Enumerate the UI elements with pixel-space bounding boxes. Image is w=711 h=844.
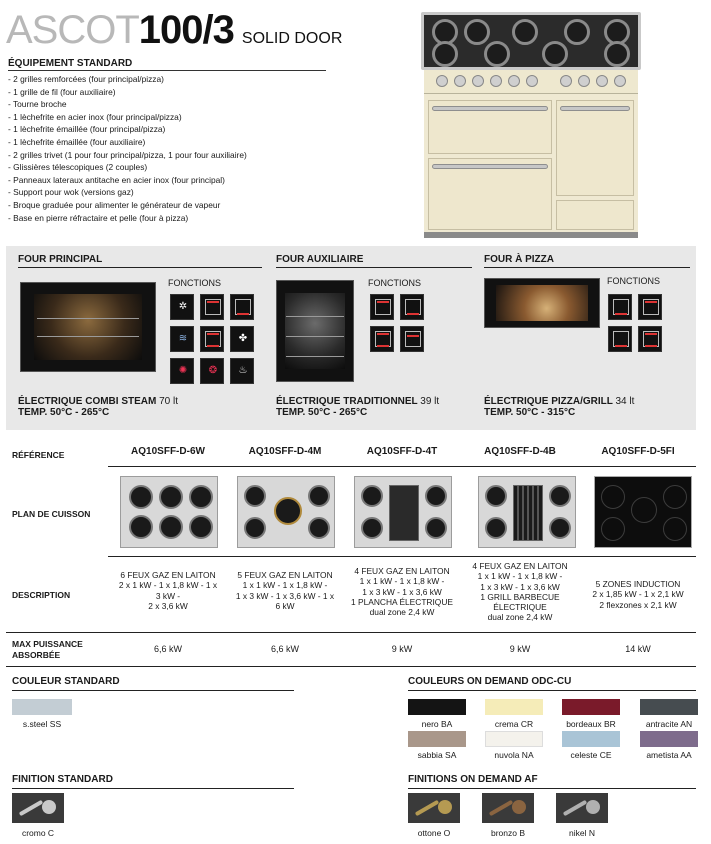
model-description: 4 FEUX GAZ EN LAITON 1 x 1 kW - 1 x 1,8 kW - 1 x 3 kW - 1 x 3,6 kW 1 PLANCHA ÉLECTRIQUE dual zone 2,4 kW [351,566,453,618]
row-label-hob: PLAN DE CUISSON [12,509,91,519]
model-reference: AQ10SFF-D-5FI [601,446,675,457]
finish-label: nikel N [569,828,595,838]
hob-image-grill [478,476,576,548]
range-cooker-image [421,12,641,238]
oven-type: ÉLECTRIQUE COMBI STEAM [18,396,157,407]
finish-swatch-nikel[interactable] [556,793,608,823]
function-steam-icon: ≋ [170,326,194,352]
color-label: nuvola NA [494,750,534,760]
cooktop-grates [421,12,641,70]
control-panel [424,70,638,94]
model-description: 5 ZONES INDUCTION 2 x 1,85 kW - 1 x 2,1 kW 2 flexzones x 2,1 kW [592,579,684,610]
brand-name: ASCOT [6,8,139,52]
functions-label: FONCTIONS [607,276,660,286]
oven-pizza [484,246,692,430]
hob-image-wok [237,476,335,548]
row-label-reference: RÉFÉRENCE [12,450,65,460]
table-divider [6,632,696,633]
model-reference: AQ10SFF-D-4M [248,446,322,457]
function-top-bottom-icon [638,326,662,352]
color-swatch-antracite[interactable] [640,699,698,715]
color-swatch-sabbia[interactable] [408,731,466,747]
color-swatch-celeste[interactable] [562,731,620,747]
hob-image-induction [594,476,692,548]
model-description: 5 FEUX GAZ EN LAITON 1 x 1 kW - 1 x 1,8 kW - 1 x 3 kW - 1 x 3,6 kW - 1 x 6 kW [235,570,335,611]
oven-spec [18,396,178,418]
oven-spec [484,396,634,418]
hob-image-plancha [354,476,452,548]
oven-main [18,246,266,430]
equipment-divider [8,70,326,71]
finish-label: cromo C [21,828,55,838]
color-label: ametista AA [646,750,692,760]
functions-label: FONCTIONS [368,278,421,288]
page-title [6,8,342,56]
equipment-item: - 2 grilles remforcées (four principal/pizza) [8,74,164,84]
function-grill-icon [400,326,424,352]
function-bottom-heat-icon [230,294,254,320]
functions-label: FONCTIONS [168,278,221,288]
oven-doors [424,94,638,234]
hob-image-6-burners [120,476,218,548]
color-swatch-nero[interactable] [408,699,466,715]
oven-auxiliary [276,246,476,430]
finish-label: bronzo B [490,828,526,838]
equipment-item: - 2 grilles trivet (1 pour four principal/pizza, 1 pour four auxiliaire) [8,149,247,160]
color-label: bordeaux BR [566,719,616,729]
ondemand-color-title: COULEURS ON DEMAND ODC-CU [408,676,572,687]
color-swatch-bordeaux[interactable] [562,699,620,715]
equipment-item: - 1 lèchefrite émaillée (four principal/pizza) [8,124,166,135]
row-label-description: DESCRIPTION [12,590,71,600]
model-power: 14 kW [625,644,651,654]
model-power: 9 kW [391,644,413,654]
oven-title: FOUR À PIZZA [484,254,554,265]
model-power: 6,6 kW [270,644,299,654]
table-divider [108,466,696,467]
oven-temp: TEMP. 50°C - 265°C [18,407,110,418]
equipment-item: - Tourne broche [8,99,67,110]
model-reference: AQ10SFF-D-6W [131,446,205,457]
row-label-power: MAX PUISSANCE ABSORBÉE [12,639,83,660]
oven-volume: 34 lt [615,396,635,407]
model-reference: AQ10SFF-D-4B [484,446,556,457]
finish-swatch-ottone[interactable] [408,793,460,823]
finish-swatch-bronzo[interactable] [482,793,534,823]
table-divider [108,556,696,557]
function-defrost-icon: ✤ [230,326,254,352]
equipment-item: - Panneaux lateraux antitache en acier inox (four principal) [8,174,225,185]
oven-temp: TEMP. 50°C - 315°C [484,407,576,418]
function-top-heat-icon [370,294,394,320]
model-description: 4 FEUX GAZ EN LAITON 1 x 1 kW - 1 x 1,8 kW - 1 x 3 kW - 1 x 3,6 kW 1 GRILL BARBECUE ÉLECTRIQUE dual zone 2,4 kW [472,561,568,623]
equipment-item: - 1 lèchefrite en acier inox (four principal/pizza) [8,111,182,122]
model-description: 6 FEUX GAZ EN LAITON 2 x 1 kW - 1 x 1,8 kW - 1 x 3 kW - 2 x 3,6 kW [118,570,218,611]
function-bottom-heat-icon [400,294,424,320]
oven-spec [276,396,439,418]
ovens-section [6,246,696,430]
color-swatch-crema[interactable] [485,699,543,715]
oven-photo [276,280,354,382]
standard-finish-title: FINITION STANDARD [12,774,113,785]
equipment-item: - Glissières télescopiques (2 couples) [8,162,148,173]
oven-title: FOUR AUXILIAIRE [276,254,364,265]
oven-photo [20,282,156,372]
equipment-item: - Broque graduée pour alimenter le générateur de vapeur [8,199,221,210]
function-fan-icon: ✲ [170,294,194,320]
function-top-heat-icon [200,294,224,320]
model-power: 6,6 kW [153,644,182,654]
color-label: s.steel SS [22,719,62,729]
finish-swatch-cromo[interactable] [12,793,64,823]
oven-temp: TEMP. 50°C - 265°C [276,407,368,418]
color-swatch-nuvola[interactable] [485,731,543,747]
function-probe-icon: ♨ [230,358,254,384]
color-label: celeste CE [570,750,612,760]
color-label: nero BA [421,719,453,729]
equipment-item: - Base en pierre réfractaire et pelle (four à pizza) [8,212,189,223]
function-top-bottom-icon [370,326,394,352]
function-pizza-icon [608,294,632,320]
oven-volume: 39 lt [420,396,440,407]
equipment-list [8,73,247,224]
color-swatch[interactable] [12,699,72,715]
standard-color-title: COULEUR STANDARD [12,676,120,687]
model-power: 9 kW [509,644,531,654]
color-label: crema CR [494,719,534,729]
equipment-title: ÉQUIPEMENT STANDARD [8,58,133,69]
function-top-heat-icon [638,294,662,320]
equipment-item: - 1 lèchefrite émaillée (four auxiliaire) [8,136,146,147]
function-fan-grill-icon: ✺ [170,358,194,384]
oven-photo [484,278,600,328]
oven-volume: 70 lt [159,396,179,407]
oven-title: FOUR PRINCIPAL [18,254,103,265]
color-label: sabbia SA [417,750,457,760]
model-number: 100/3 [138,8,234,52]
ondemand-finish-title: FINITIONS ON DEMAND AF [408,774,538,785]
model-reference: AQ10SFF-D-4T [366,446,438,457]
equipment-item: - Support pour wok (versions gaz) [8,187,134,198]
equipment-item: - 1 grille de fil (four auxiliaire) [8,86,116,97]
oven-type: ÉLECTRIQUE TRADITIONNEL [276,396,418,407]
function-bottom-heat-icon [608,326,632,352]
color-label: antracite AN [645,719,693,729]
oven-type: ÉLECTRIQUE PIZZA/GRILL [484,396,613,407]
color-swatch-ametista[interactable] [640,731,698,747]
function-turbo-icon: ❂ [200,358,224,384]
function-top-bottom-icon [200,326,224,352]
table-divider [6,666,696,667]
finish-label: ottone O [417,828,451,838]
door-type: SOLID DOOR [241,30,343,47]
